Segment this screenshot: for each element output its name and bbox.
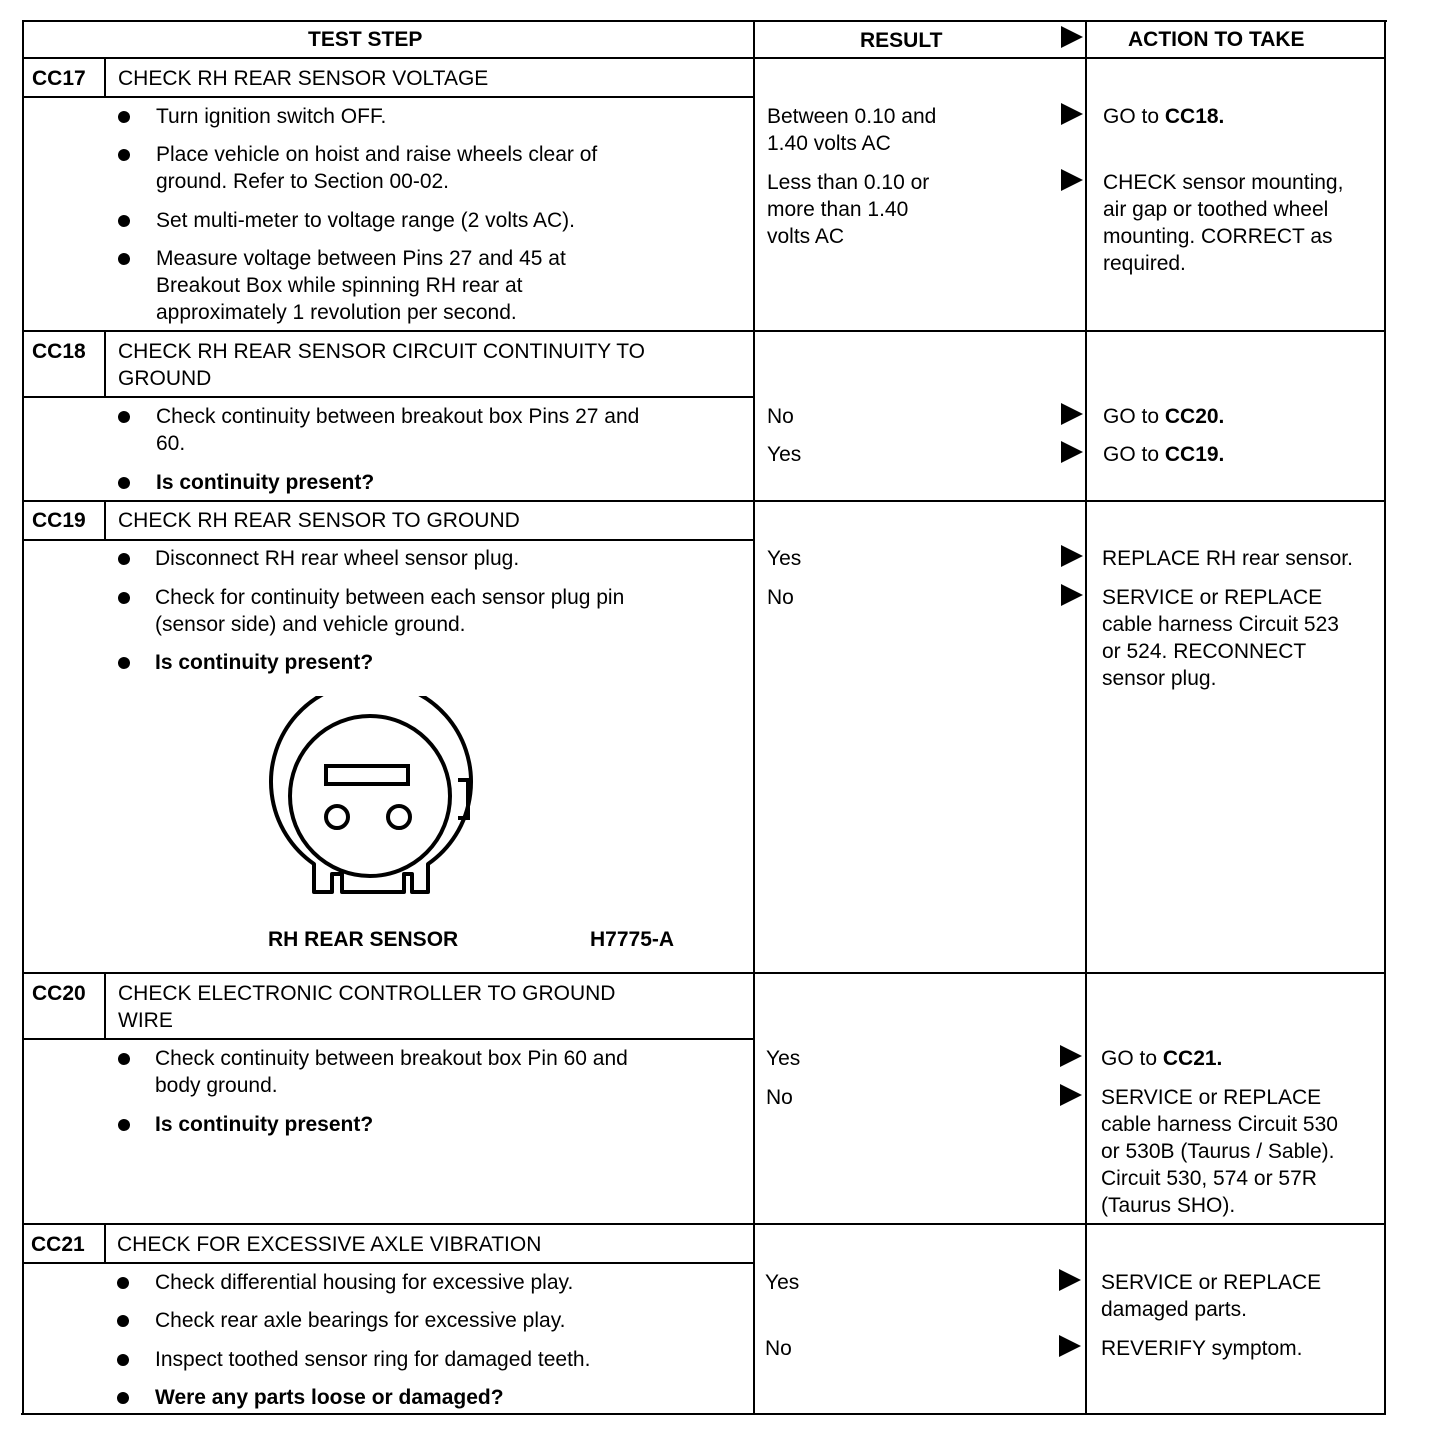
rh-rear-sensor-figure [262,696,482,912]
step-divider [22,1223,1386,1225]
step-instruction: Place vehicle on hoist and raise wheels clear of [156,143,598,166]
code-divider [104,972,106,1039]
step-instruction: Check rear axle bearings for excessive play. [155,1309,566,1332]
result-text: Yes [766,1047,801,1070]
header-result: RESULT [860,29,943,52]
code-divider [104,57,106,97]
step-code: CC17 [32,67,86,90]
bullet-icon [118,253,130,265]
bullet-icon [118,215,130,227]
step-instruction: (sensor side) and vehicle ground. [155,613,466,636]
sensor-pin-right [388,806,410,828]
step-instruction: Inspect toothed sensor ring for damaged teeth. [155,1348,591,1371]
code-divider [104,330,106,397]
step-instruction: ground. Refer to Section 00-02. [156,170,450,193]
table-border-left [22,20,24,1415]
sensor-pin-left [326,806,348,828]
result-text: 1.40 volts AC [767,132,891,155]
bullet-icon [117,1354,129,1366]
sensor-slot [326,766,408,784]
action-text: required. [1103,252,1186,275]
action-text: or 524. RECONNECT [1102,640,1307,663]
result-text: more than 1.40 [767,198,909,221]
result-arrow-icon [1059,1269,1081,1291]
result-text: volts AC [767,225,845,248]
title-divider [22,96,754,98]
result-arrow-icon [1061,169,1083,191]
result-text: No [767,586,794,609]
action-text: REPLACE RH rear sensor. [1102,547,1353,570]
step-instruction: Turn ignition switch OFF. [156,105,387,128]
table-border-top [24,20,1387,22]
step-question: Is continuity present? [155,651,374,674]
bullet-icon [118,553,130,565]
figure-caption: RH REAR SENSOR [268,928,459,951]
step-divider [22,972,1386,974]
bullet-icon [118,1119,130,1131]
action-text: REVERIFY symptom. [1101,1337,1303,1360]
header-action: ACTION TO TAKE [1128,28,1305,51]
title-divider [22,1262,754,1264]
step-instruction: Check continuity between breakout box Pin 60 and [155,1047,628,1070]
step-title: CHECK RH REAR SENSOR TO GROUND [118,509,520,532]
action-text: SERVICE or REPLACE [1102,586,1323,609]
table-border-right [1384,20,1386,1415]
step-instruction: body ground. [155,1074,278,1097]
result-text: Yes [767,443,802,466]
action-text: SERVICE or REPLACE [1101,1271,1322,1294]
step-divider [22,500,1386,502]
action-text: air gap or toothed wheel [1103,198,1329,221]
step-divider [22,330,1386,332]
step-title: CHECK FOR EXCESSIVE AXLE VIBRATION [117,1233,542,1256]
title-divider [22,1038,754,1040]
action-text: damaged parts. [1101,1298,1247,1321]
code-divider [104,1223,106,1263]
bullet-icon [117,1392,129,1404]
bullet-icon [117,1315,129,1327]
table-border-bottom [21,1413,1385,1415]
sensor-tab [458,780,468,818]
title-divider [22,539,754,541]
action-text: mounting. CORRECT as [1103,225,1333,248]
bullet-icon [118,477,130,489]
header-test-step: TEST STEP [308,28,423,51]
result-arrow-icon [1061,103,1083,125]
step-question: Is continuity present? [156,471,375,494]
code-divider [104,500,106,540]
step-title: CHECK RH REAR SENSOR VOLTAGE [118,67,489,90]
step-instruction: Check differential housing for excessive play. [155,1271,574,1294]
sensor-housing-outline [271,696,471,892]
action-text: CHECK sensor mounting, [1103,171,1344,194]
result-arrow-icon [1060,1045,1082,1067]
step-question: Were any parts loose or damaged? [155,1386,504,1409]
title-divider [22,396,754,398]
result-text: No [765,1337,792,1360]
result-arrow-icon [1061,545,1083,567]
action-text: cable harness Circuit 530 [1101,1113,1338,1136]
column-divider-result [753,20,755,1415]
step-instruction: Check for continuity between each sensor plug pin [155,586,625,609]
bullet-icon [118,592,130,604]
bullet-icon [117,1277,129,1289]
result-text: Yes [767,547,802,570]
step-title: WIRE [118,1009,173,1032]
result-text: No [766,1086,793,1109]
step-title: CHECK ELECTRONIC CONTROLLER TO GROUND [118,982,616,1005]
step-title: CHECK RH REAR SENSOR CIRCUIT CONTINUITY TO [118,340,646,363]
step-instruction: Measure voltage between Pins 27 and 45 at [156,247,566,270]
step-instruction: 60. [156,432,186,455]
action-text: GO to CC20. [1103,405,1225,428]
action-text: sensor plug. [1102,667,1217,690]
column-divider-action [1085,20,1087,1415]
step-instruction: Breakout Box while spinning RH rear at [156,274,523,297]
step-question: Is continuity present? [155,1113,374,1136]
result-text: Yes [765,1271,800,1294]
step-code: CC20 [32,982,86,1005]
header-arrow-icon [1061,26,1083,48]
action-text: cable harness Circuit 523 [1102,613,1339,636]
step-code: CC19 [32,509,86,532]
step-instruction: Set multi-meter to voltage range (2 volts AC). [156,209,576,232]
result-text: Between 0.10 and [767,105,937,128]
bullet-icon [118,149,130,161]
step-title: GROUND [118,367,212,390]
action-text: SERVICE or REPLACE [1101,1086,1322,1109]
bullet-icon [118,657,130,669]
header-divider [22,57,1386,59]
result-arrow-icon [1060,1084,1082,1106]
action-text: GO to CC21. [1101,1047,1223,1070]
step-instruction: approximately 1 revolution per second. [156,301,517,324]
step-instruction: Disconnect RH rear wheel sensor plug. [155,547,520,570]
bullet-icon [118,411,130,423]
result-text: No [767,405,794,428]
result-arrow-icon [1061,584,1083,606]
action-text: Circuit 530, 574 or 57R [1101,1167,1317,1190]
action-text: GO to CC19. [1103,443,1225,466]
figure-id: H7775-A [590,928,675,951]
step-code: CC21 [31,1233,85,1256]
result-arrow-icon [1059,1335,1081,1357]
step-code: CC18 [32,340,86,363]
result-arrow-icon [1061,441,1083,463]
sensor-face-ring [290,716,450,876]
result-arrow-icon [1061,403,1083,425]
result-text: Less than 0.10 or [767,171,930,194]
bullet-icon [118,1053,130,1065]
action-text: (Taurus SHO). [1101,1194,1236,1217]
bullet-icon [118,111,130,123]
action-text: GO to CC18. [1103,105,1225,128]
action-text: or 530B (Taurus / Sable). [1101,1140,1335,1163]
step-instruction: Check continuity between breakout box Pins 27 and [156,405,640,428]
